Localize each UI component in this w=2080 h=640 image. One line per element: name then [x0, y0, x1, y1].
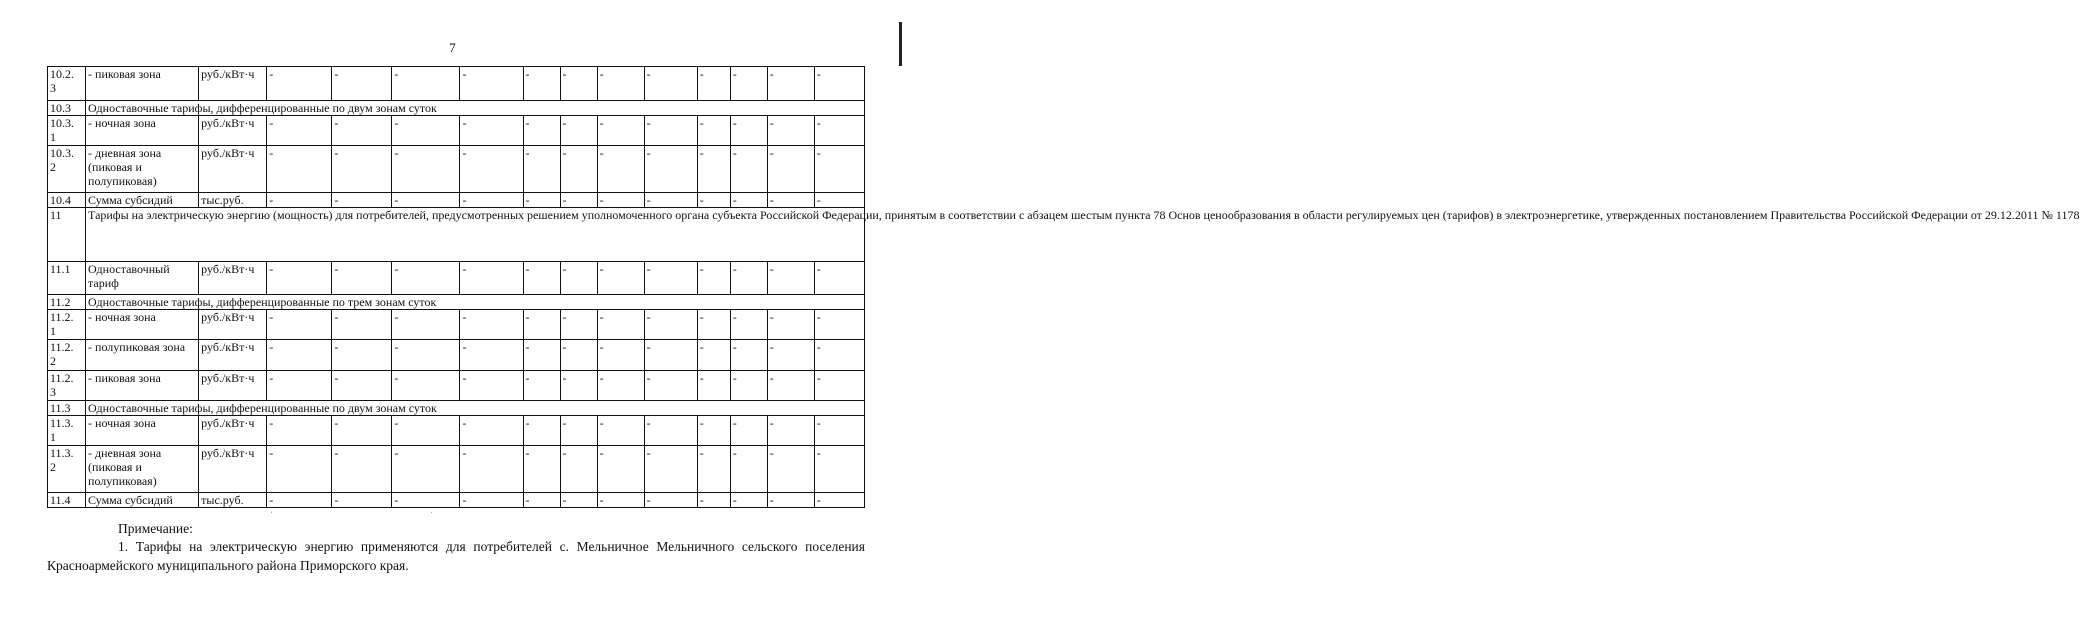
value-cell: - — [392, 116, 460, 146]
value-cell: - — [460, 116, 523, 146]
scan-speck: · — [430, 508, 434, 519]
value-cell: - — [644, 416, 697, 446]
value-cell: - — [560, 116, 597, 146]
value-cell: - — [523, 193, 560, 208]
value-cell: - — [644, 146, 697, 193]
value-cell: - — [267, 262, 332, 295]
row-number: 11.3 — [48, 401, 86, 416]
value-cell: - — [560, 340, 597, 371]
scan-speck: · — [270, 508, 274, 519]
row-unit: руб./кВт·ч — [199, 416, 267, 446]
value-cell: - — [767, 493, 814, 508]
row-number: 11.2. 1 — [48, 310, 86, 340]
value-cell: - — [814, 416, 864, 446]
note-title: Примечание: — [118, 521, 193, 536]
value-cell: - — [697, 67, 730, 101]
value-cell: - — [460, 446, 523, 493]
value-cell: - — [697, 310, 730, 340]
section-title: Одноставочные тарифы, дифференцированные по двум зонам суток — [86, 401, 865, 416]
value-cell: - — [267, 340, 332, 371]
row-number: 11.2 — [48, 295, 86, 310]
value-cell: - — [523, 446, 560, 493]
table-row — [48, 340, 865, 371]
table-row — [48, 371, 865, 401]
value-cell: - — [730, 310, 767, 340]
value-cell: - — [597, 340, 644, 371]
value-cell: - — [814, 67, 864, 101]
value-cell: - — [332, 310, 392, 340]
section-description: Тарифы на электрическую энергию (мощность) для потребителей, предусмотренных решением уполномоченного органа субъекта Российской Федерации, принятым в соответствии с абзацем шестым пункта 78 Основ ценообразования в области регулируемых цен (тарифов) в электроэнергетике, утвержденных постановлением Правительства Российской Федерации от 29.12.2011 № 1178 — [86, 208, 865, 262]
value-cell: - — [814, 262, 864, 295]
value-cell: - — [523, 67, 560, 101]
value-cell: - — [392, 146, 460, 193]
value-cell: - — [523, 493, 560, 508]
value-cell: - — [332, 67, 392, 101]
value-cell: - — [332, 371, 392, 401]
value-cell: - — [730, 116, 767, 146]
value-cell: - — [644, 262, 697, 295]
table-row — [48, 146, 865, 193]
value-cell: - — [460, 340, 523, 371]
value-cell: - — [697, 446, 730, 493]
row-unit: тыс.руб. — [199, 193, 267, 208]
value-cell: - — [267, 493, 332, 508]
value-cell: - — [392, 446, 460, 493]
value-cell: - — [597, 146, 644, 193]
value-cell: - — [267, 67, 332, 101]
value-cell: - — [560, 193, 597, 208]
row-name: - ночная зона — [86, 310, 199, 340]
row-name: - полупиковая зона — [86, 340, 199, 371]
value-cell: - — [523, 116, 560, 146]
row-number: 11.4 — [48, 493, 86, 508]
value-cell: - — [460, 67, 523, 101]
value-cell: - — [460, 493, 523, 508]
value-cell: - — [767, 416, 814, 446]
value-cell: - — [560, 262, 597, 295]
value-cell: - — [730, 493, 767, 508]
value-cell: - — [460, 146, 523, 193]
value-cell: - — [523, 310, 560, 340]
table-row — [48, 416, 865, 446]
value-cell: - — [697, 340, 730, 371]
row-name: - пиковая зона — [86, 67, 199, 101]
value-cell: - — [560, 446, 597, 493]
value-cell: - — [560, 416, 597, 446]
value-cell: - — [597, 193, 644, 208]
value-cell: - — [767, 446, 814, 493]
table-row — [48, 446, 865, 493]
value-cell: - — [697, 146, 730, 193]
row-unit: руб./кВт·ч — [199, 310, 267, 340]
value-cell: - — [597, 371, 644, 401]
value-cell: - — [597, 310, 644, 340]
section-row — [48, 295, 865, 310]
value-cell: - — [814, 146, 864, 193]
value-cell: - — [730, 193, 767, 208]
section-description-row — [48, 208, 865, 262]
row-number: 11.2. 3 — [48, 371, 86, 401]
value-cell: - — [392, 67, 460, 101]
value-cell: - — [644, 340, 697, 371]
row-unit: тыс.руб. — [199, 493, 267, 508]
value-cell: - — [767, 193, 814, 208]
value-cell: - — [267, 193, 332, 208]
value-cell: - — [460, 193, 523, 208]
value-cell: - — [560, 493, 597, 508]
row-number: 10.3 — [48, 101, 86, 116]
value-cell: - — [523, 146, 560, 193]
value-cell: - — [767, 146, 814, 193]
value-cell: - — [697, 371, 730, 401]
row-unit: руб./кВт·ч — [199, 446, 267, 493]
value-cell: - — [644, 193, 697, 208]
value-cell: - — [814, 116, 864, 146]
value-cell: - — [460, 310, 523, 340]
row-name: - пиковая зона — [86, 371, 199, 401]
value-cell: - — [697, 416, 730, 446]
section-title: Одноставочные тарифы, дифференцированные по двум зонам суток — [86, 101, 865, 116]
value-cell: - — [814, 310, 864, 340]
table-row — [48, 310, 865, 340]
page-number: 7 — [449, 40, 456, 55]
value-cell: - — [597, 446, 644, 493]
value-cell: - — [267, 146, 332, 193]
value-cell: - — [597, 116, 644, 146]
value-cell: - — [697, 262, 730, 295]
row-number: 11.2. 2 — [48, 340, 86, 371]
row-number: 11 — [48, 208, 86, 262]
row-name: - дневная зона (пиковая и полупиковая) — [86, 446, 199, 493]
value-cell: - — [392, 340, 460, 371]
value-cell: - — [392, 416, 460, 446]
value-cell: - — [814, 193, 864, 208]
tariff-table — [47, 66, 2080, 508]
note-text: 1. Тарифы на электрическую энергию применяются для потребителей с. Мельничное Мельничного сельского поселения Красноармейского муниципального района Приморского края. — [47, 539, 865, 573]
value-cell: - — [523, 416, 560, 446]
value-cell: - — [814, 371, 864, 401]
table-row — [48, 193, 865, 208]
value-cell: - — [597, 493, 644, 508]
value-cell: - — [697, 116, 730, 146]
value-cell: - — [560, 146, 597, 193]
value-cell: - — [644, 116, 697, 146]
value-cell: - — [332, 116, 392, 146]
value-cell: - — [644, 493, 697, 508]
value-cell: - — [560, 371, 597, 401]
row-number: 10.3. 1 — [48, 116, 86, 146]
row-number: 10.4 — [48, 193, 86, 208]
value-cell: - — [767, 371, 814, 401]
value-cell: - — [814, 446, 864, 493]
row-unit: руб./кВт·ч — [199, 262, 267, 295]
value-cell: - — [332, 493, 392, 508]
table-row — [48, 493, 865, 508]
value-cell: - — [460, 371, 523, 401]
value-cell: - — [730, 371, 767, 401]
value-cell: - — [814, 340, 864, 371]
row-name: Одноставочный тариф — [86, 262, 199, 295]
row-number: 11.3. 2 — [48, 446, 86, 493]
value-cell: - — [267, 371, 332, 401]
value-cell: - — [523, 262, 560, 295]
row-number: 10.2. 3 — [48, 67, 86, 101]
value-cell: - — [644, 67, 697, 101]
value-cell: - — [814, 493, 864, 508]
row-name: - ночная зона — [86, 116, 199, 146]
value-cell: - — [597, 416, 644, 446]
row-unit: руб./кВт·ч — [199, 340, 267, 371]
value-cell: - — [392, 371, 460, 401]
section-title: Одноставочные тарифы, дифференцированные по трем зонам суток — [86, 295, 865, 310]
value-cell: - — [332, 446, 392, 493]
row-unit: руб./кВт·ч — [199, 67, 267, 101]
value-cell: - — [392, 493, 460, 508]
value-cell: - — [767, 310, 814, 340]
value-cell: - — [730, 67, 767, 101]
row-unit: руб./кВт·ч — [199, 116, 267, 146]
value-cell: - — [697, 193, 730, 208]
value-cell: - — [332, 340, 392, 371]
value-cell: - — [767, 262, 814, 295]
value-cell: - — [392, 193, 460, 208]
value-cell: - — [460, 416, 523, 446]
value-cell: - — [332, 416, 392, 446]
value-cell: - — [523, 340, 560, 371]
value-cell: - — [644, 371, 697, 401]
value-cell: - — [332, 146, 392, 193]
value-cell: - — [730, 340, 767, 371]
value-cell: - — [267, 116, 332, 146]
value-cell: - — [560, 67, 597, 101]
value-cell: - — [332, 193, 392, 208]
value-cell: - — [644, 310, 697, 340]
row-number: 10.3. 2 — [48, 146, 86, 193]
row-unit: руб./кВт·ч — [199, 146, 267, 193]
value-cell: - — [730, 262, 767, 295]
value-cell: - — [597, 67, 644, 101]
row-number: 11.1 — [48, 262, 86, 295]
value-cell: - — [767, 340, 814, 371]
section-row — [48, 401, 865, 416]
section-row — [48, 101, 865, 116]
table-row — [48, 116, 865, 146]
value-cell: - — [730, 146, 767, 193]
value-cell: - — [597, 262, 644, 295]
row-name: Сумма субсидий — [86, 493, 199, 508]
value-cell: - — [644, 446, 697, 493]
row-name: - ночная зона — [86, 416, 199, 446]
table-row — [48, 67, 865, 101]
value-cell: - — [730, 446, 767, 493]
page-edge-mark — [899, 22, 902, 66]
value-cell: - — [767, 67, 814, 101]
value-cell: - — [697, 493, 730, 508]
value-cell: - — [267, 446, 332, 493]
value-cell: - — [392, 262, 460, 295]
value-cell: - — [460, 262, 523, 295]
value-cell: - — [560, 310, 597, 340]
value-cell: - — [332, 262, 392, 295]
row-number: 11.3. 1 — [48, 416, 86, 446]
row-unit: руб./кВт·ч — [199, 371, 267, 401]
value-cell: - — [392, 310, 460, 340]
value-cell: - — [523, 371, 560, 401]
row-name: Сумма субсидий — [86, 193, 199, 208]
row-name: - дневная зона (пиковая и полупиковая) — [86, 146, 199, 193]
value-cell: - — [267, 310, 332, 340]
value-cell: - — [730, 416, 767, 446]
value-cell: - — [767, 116, 814, 146]
table-row — [48, 262, 865, 295]
value-cell: - — [267, 416, 332, 446]
